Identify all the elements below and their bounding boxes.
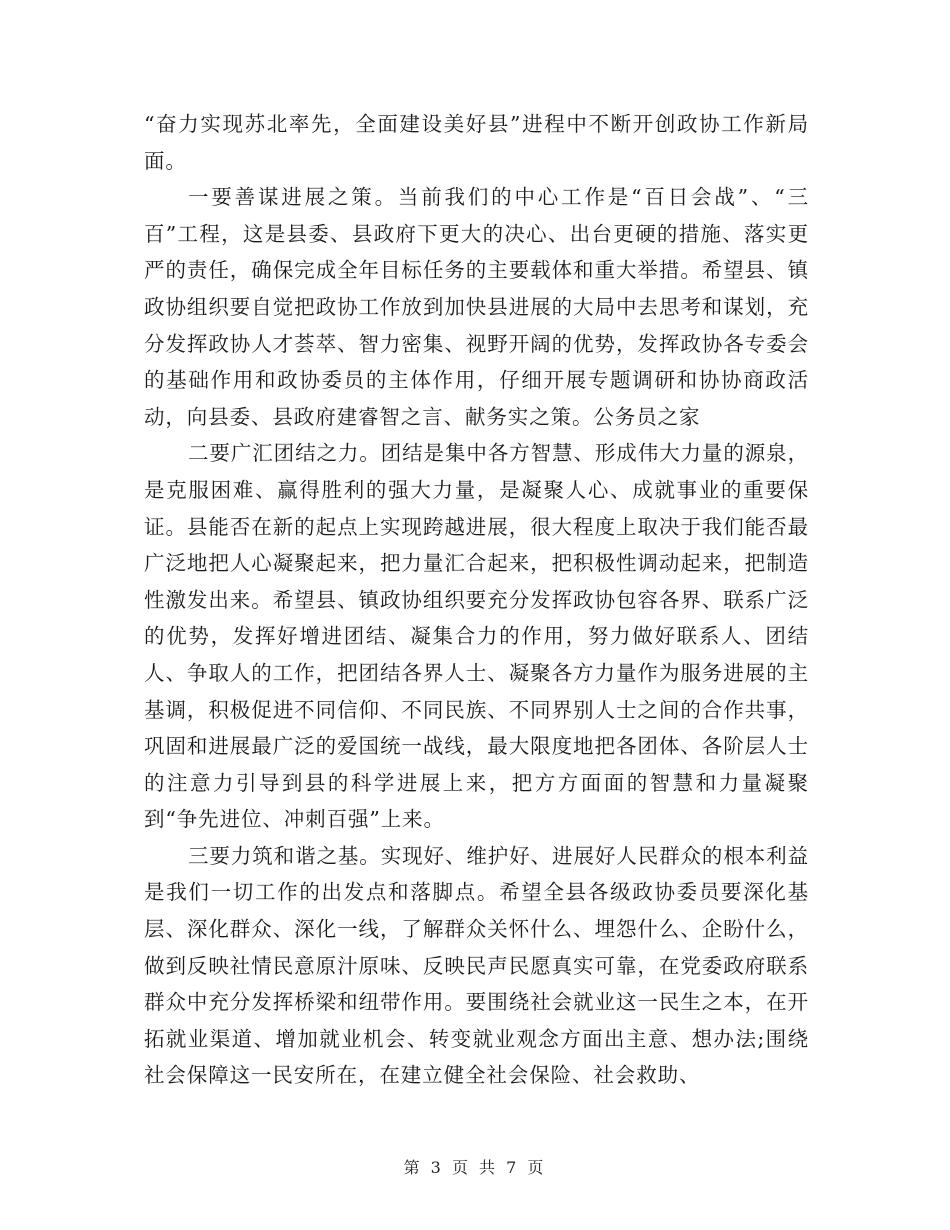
document-body (144, 106, 809, 1094)
paragraph-point-three: 三要力筑和谐之基。实现好、维护好、进展好人民群众的根本利益是我们一切工作的出发点和落脚点。希望全县各级政协委员要深化基层、深化群众、深化一线，了解群众关怀什么、埋怨什么、企盼什么，做到反映社情民意原汁原味、反映民声民愿真实可靠，在党委政府联系群众中充分发挥桥梁和纽带作用。要围绕社会就业这一民生之本，在开拓就业渠道、增加就业机会、转变就业观念方面出主意、想办法;围绕社会保障这一民安所在，在建立健全社会保险、社会救助、 (144, 843, 809, 1088)
paragraph-point-one: 一要善谋进展之策。当前我们的中心工作是“百日会战”、“三百”工程，这是县委、县政府下更大的决心、出台更硬的措施、落实更严的责任，确保完成全年目标任务的主要载体和重大举措。希望县、镇政协组织要自觉把政协工作放到加快县进展的大局中去思考和谋划，充分发挥政协人才荟萃、智力密集、视野开阔的优势，发挥政协各专委会的基础作用和政协委员的主体作用，仔细开展专题调研和协协商政活动，向县委、县政府建睿智之言、献务实之策。公务员之家 (144, 185, 809, 429)
paragraph-intro-continuation: “奋力实现苏北率先，全面建设美好县”进程中不断开创政协工作新局面。 (144, 112, 809, 173)
page-number-footer: 第 3 页 共 7 页 (403, 1158, 547, 1177)
paragraph-point-two: 二要广汇团结之力。团结是集中各方智慧、形成伟大力量的源泉，是克服困难、赢得胜利的强大力量，是凝聚人心、成就事业的重要保证。县能否在新的起点上实现跨越进展，很大程度上取决于我们能否最广泛地把人心凝聚起来，把力量汇合起来，把积极性调动起来，把制造性激发出来。希望县、镇政协组织要充分发挥政协包容各界、联系广泛的优势，发挥好增进团结、凝集合力的作用，努力做好联系人、团结人、争取人的工作，把团结各界人士、凝聚各方力量作为服务进展的主基调，积极促进不同信仰、不同民族、不同界别人士之间的合作共事，巩固和进展最广泛的爱国统一战线，最大限度地把各团体、各阶层人士的注意力引导到县的科学进展上来，把方方面面的智慧和力量凝聚到“争先进位、冲刺百强”上来。 (144, 441, 809, 832)
